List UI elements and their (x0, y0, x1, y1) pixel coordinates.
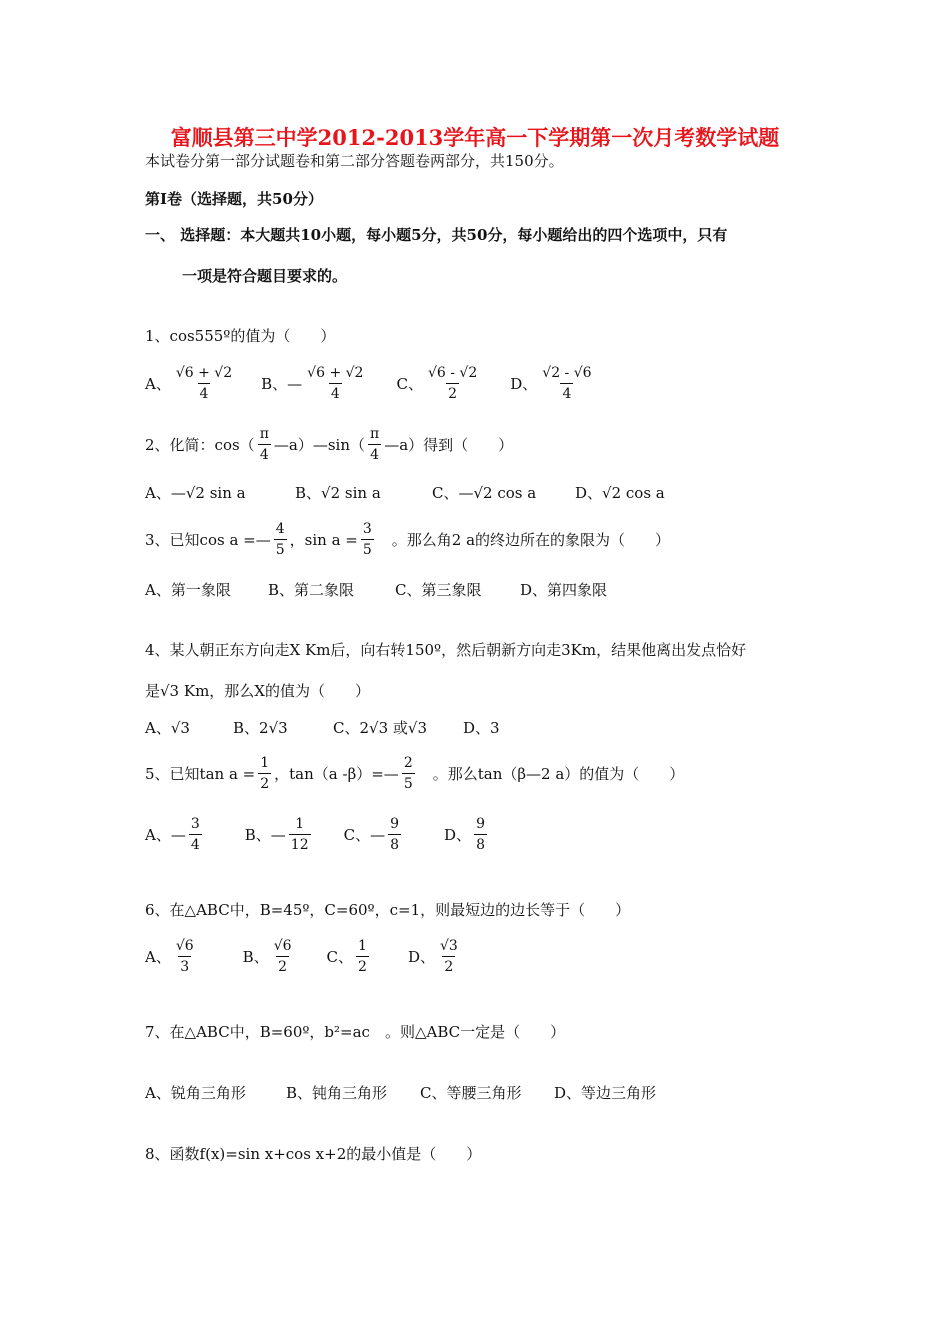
option-label: C、 (396, 374, 423, 393)
fraction (388, 815, 401, 854)
fraction (305, 364, 365, 403)
fraction (274, 520, 287, 559)
denominator: 4 (368, 444, 381, 464)
fraction (272, 937, 294, 976)
numerator: 1 (260, 755, 270, 771)
question-5-stem (145, 754, 684, 793)
option-label: A、— (145, 825, 186, 844)
numerator: 1 (358, 938, 367, 954)
question-4-stem-line2: 是√3 Km，那么X的值为（ ） (145, 682, 370, 700)
denominator: 4 (198, 383, 211, 403)
stem-text: 。那么tan（β—2 a）的值为（ ） (417, 764, 685, 783)
option-label: A、 (145, 374, 171, 393)
stem-text: 2、化简：cos（ (145, 435, 255, 454)
stem-text: —a）得到（ ） (384, 435, 514, 454)
question-4-stem-line1: 4、某人朝正东方向走X Km后，向右转150º，然后朝新方向走3Km，结果他离出发点恰好 (145, 641, 747, 659)
part-heading: 第Ⅰ卷（选择题，共50分） (145, 190, 323, 208)
question-4-option-d: D、3 (463, 719, 500, 737)
section-instruction-line2: 一项是符合题目要求的。 (182, 267, 348, 285)
option-d (444, 815, 490, 854)
option-c (344, 815, 404, 854)
option-c (396, 364, 482, 403)
question-1-options (145, 364, 597, 403)
option-label: C、— (343, 825, 386, 844)
question-7-option-a: A、锐角三角形 (145, 1084, 246, 1102)
option-b (245, 815, 314, 854)
option-label: A、 (145, 947, 171, 966)
stem-text: 5、已知tan a = (145, 764, 256, 783)
question-2-option-b: B、√2 sin a (295, 484, 381, 502)
denominator: 12 (289, 834, 311, 854)
question-3-option-b: B、第二象限 (268, 581, 355, 599)
option-a (145, 364, 237, 403)
numerator: √6 + √2 (307, 365, 364, 381)
question-2-option-a: A、—√2 sin a (145, 484, 246, 502)
numerator: π (259, 426, 269, 442)
question-8-stem: 8、函数f(x)=sin x+cos x+2的最小值是（ ） (145, 1145, 482, 1163)
numerator: π (370, 426, 380, 442)
question-3-option-c: C、第三象限 (395, 581, 482, 599)
denominator: 8 (388, 834, 401, 854)
option-a (145, 815, 205, 854)
denominator: 4 (560, 383, 573, 403)
fraction (174, 937, 196, 976)
option-label: D、 (444, 825, 472, 844)
question-4-option-c: C、2√3 或√3 (333, 719, 427, 737)
question-3-option-d: D、第四象限 (520, 581, 608, 599)
question-3-stem (145, 520, 670, 559)
fraction (189, 815, 202, 854)
option-d (408, 937, 463, 976)
exam-intro: 本试卷分第一部分试题卷和第二部分答题卷两部分，共150分。 (145, 152, 564, 170)
denominator: 3 (178, 956, 191, 976)
numerator: 4 (275, 521, 285, 537)
stem-text: 。那么角2 a的终边所在的象限为（ ） (376, 530, 671, 549)
stem-text: ，tan（a -β）=— (274, 764, 399, 783)
fraction (356, 937, 369, 976)
stem-text: ，sin a = (289, 530, 358, 549)
question-1-stem: 1、cos555º的值为（ ） (145, 327, 336, 345)
section-instruction-line1: 一、 选择题：本大题共10小题，每小题5分，共50分，每小题给出的四个选项中，只有 (145, 226, 728, 244)
denominator: 2 (258, 773, 271, 793)
question-4-option-a: A、√3 (145, 719, 190, 737)
option-label: D、 (510, 374, 538, 393)
numerator: √3 (439, 938, 458, 954)
fraction (540, 364, 593, 403)
denominator: 2 (442, 956, 455, 976)
question-6-options (145, 937, 463, 976)
numerator: 3 (362, 521, 372, 537)
numerator: √6 - √2 (427, 365, 478, 381)
fraction (426, 364, 479, 403)
denominator: 2 (276, 956, 289, 976)
numerator: √6 + √2 (175, 365, 233, 381)
question-7-option-c: C、等腰三角形 (420, 1084, 522, 1102)
denominator: 5 (361, 539, 374, 559)
denominator: 8 (474, 834, 487, 854)
numerator: √2 - √6 (542, 365, 592, 381)
fraction (368, 425, 381, 464)
numerator: √6 (175, 938, 194, 954)
option-a (145, 937, 199, 976)
question-7-stem: 7、在△ABC中，B=60º，b²=ac 。则△ABC一定是（ ） (145, 1023, 566, 1041)
fraction (174, 364, 234, 403)
stem-text: 3、已知cos a =— (145, 530, 271, 549)
denominator: 2 (356, 956, 369, 976)
option-b (261, 364, 368, 403)
option-label: B、— (261, 374, 303, 393)
option-label: B、 (242, 947, 269, 966)
option-label: D、 (407, 947, 435, 966)
numerator: 9 (390, 816, 400, 832)
numerator: 9 (476, 816, 485, 832)
fraction (402, 754, 415, 793)
numerator: 2 (403, 755, 413, 771)
question-7-option-b: B、钝角三角形 (286, 1084, 388, 1102)
question-2-stem (145, 425, 513, 464)
option-b (243, 937, 297, 976)
fraction (258, 754, 271, 793)
option-d (510, 364, 596, 403)
fraction (289, 815, 311, 854)
numerator: 3 (190, 816, 200, 832)
question-2-option-c: C、—√2 cos a (432, 484, 537, 502)
option-label: B、— (244, 825, 286, 844)
question-5-options (145, 815, 490, 854)
denominator: 4 (329, 383, 342, 403)
question-7-option-d: D、等边三角形 (554, 1084, 657, 1102)
question-3-option-a: A、第一象限 (145, 581, 231, 599)
fraction (258, 425, 271, 464)
option-label: C、 (326, 947, 354, 966)
fraction (361, 520, 374, 559)
stem-text: —a）—sin（ (273, 435, 365, 454)
denominator: 5 (402, 773, 415, 793)
fraction (474, 815, 487, 854)
exam-title: 富顺县第三中学2012-2013学年高一下学期第一次月考数学试题 (170, 125, 780, 150)
numerator: √6 (273, 938, 292, 954)
option-c (327, 937, 372, 976)
question-6-stem: 6、在△ABC中，B=45º，C=60º，c=1，则最短边的边长等于（ ） (145, 901, 631, 919)
denominator: 4 (258, 444, 271, 464)
fraction (438, 937, 460, 976)
question-2-option-d: D、√2 cos a (575, 484, 665, 502)
question-4-option-b: B、2√3 (233, 719, 288, 737)
denominator: 4 (189, 834, 202, 854)
numerator: 1 (295, 816, 305, 832)
denominator: 2 (446, 383, 459, 403)
denominator: 5 (274, 539, 287, 559)
